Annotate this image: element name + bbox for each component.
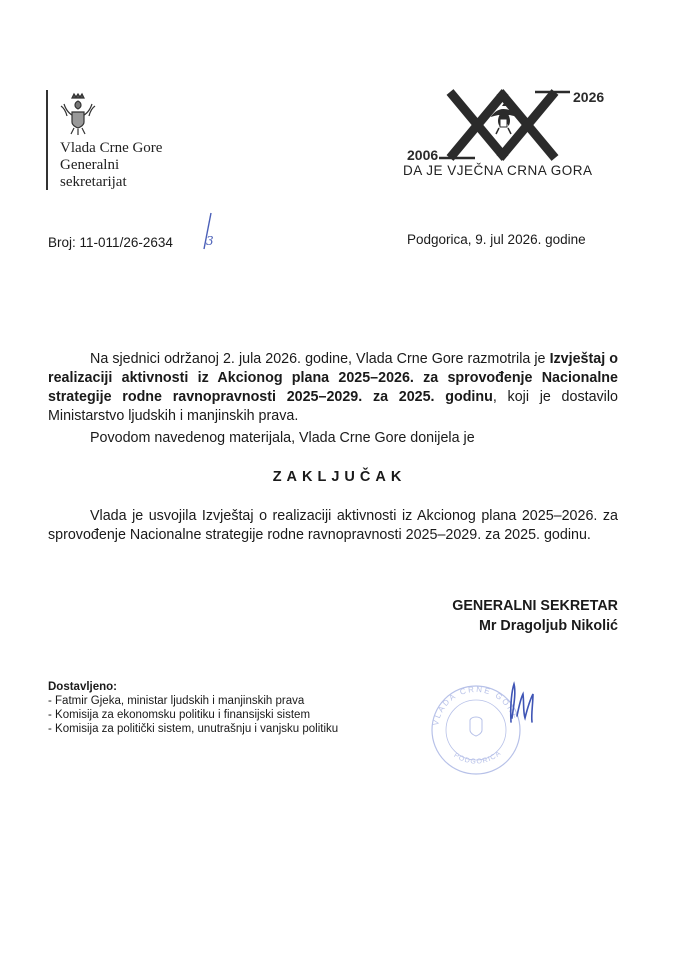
handwritten-annotation [197, 211, 219, 251]
conclusion-text: Vlada je usvojila Izvještaj o realizaciji aktivnosti iz Akcionog plana 2025–2026. za sprovođenje Nacionalne strategije rodne ravnopravnosti 2025–2029. za 2025. godinu. [48, 508, 618, 543]
intro-text: Na sjednici održanoj 2. jula 2026. godine, Vlada Crne Gore razmotrila je [90, 351, 550, 367]
list-item: - Komisija za ekonomsku politiku i finansijski sistem [48, 709, 311, 721]
list-item: - Komisija za politički sistem, unutrašnju i vanjsku politiku [48, 723, 339, 735]
distribution-list [48, 680, 338, 736]
official-stamp [420, 676, 560, 776]
organization-name [60, 140, 162, 191]
svg-text:VLADA CRNE GORE [431, 685, 520, 727]
signatory-role: GENERALNI SEKRETAR [452, 598, 618, 614]
list-item: - Fatmir Gjeka, ministar ljudskih i manjinskih prava [48, 695, 305, 707]
org-line: Generalni [60, 157, 120, 173]
reference-label: Broj: [48, 235, 76, 250]
reference-value: 11-011/26-2634 [79, 235, 173, 250]
handwritten-number: 3 [206, 234, 214, 248]
intro-text-end: , koji je dostavilo Ministarstvo ljudskih i manjinskih prava. [48, 389, 618, 424]
logo-year-end: 2026 [573, 89, 605, 105]
reference-number [48, 235, 173, 250]
signatory-name: Mr Dragoljub Nikolić [478, 618, 618, 634]
svg-text:PODGORICA [452, 750, 502, 766]
paragraph-decision-intro: Povodom navedenog materijala, Vlada Crne Gore donijela je [90, 430, 475, 446]
place-and-date: Podgorica, 9. jul 2026. godine [407, 232, 586, 247]
org-line: sekretarijat [60, 174, 127, 190]
paragraph-intro [48, 350, 618, 426]
paragraph-conclusion [48, 507, 618, 545]
signature-block [380, 596, 618, 636]
header-divider [46, 90, 48, 190]
document-subject: Izvještaj o realizaciji aktivnosti iz Akcionog plana 2025–2026. za sprovođenje Nacionalne strategije rodne ravnopravnosti 2025–2029. za 2025. godinu [48, 351, 618, 405]
logo-year-start: 2006 [407, 147, 439, 163]
conclusion-title: ZAKLJUČAK [272, 469, 407, 485]
distribution-heading: Dostavljeno: [48, 681, 118, 693]
stamp-text-bottom: PODGORICA [452, 749, 503, 766]
jubilee-tagline: DA JE VJEČNA CRNA GORA [403, 163, 593, 178]
coat-of-arms-icon [58, 92, 98, 136]
stamp-text-top: VLADA CRNE GORE [431, 684, 520, 727]
org-line: Vlada Crne Gore [60, 140, 163, 156]
